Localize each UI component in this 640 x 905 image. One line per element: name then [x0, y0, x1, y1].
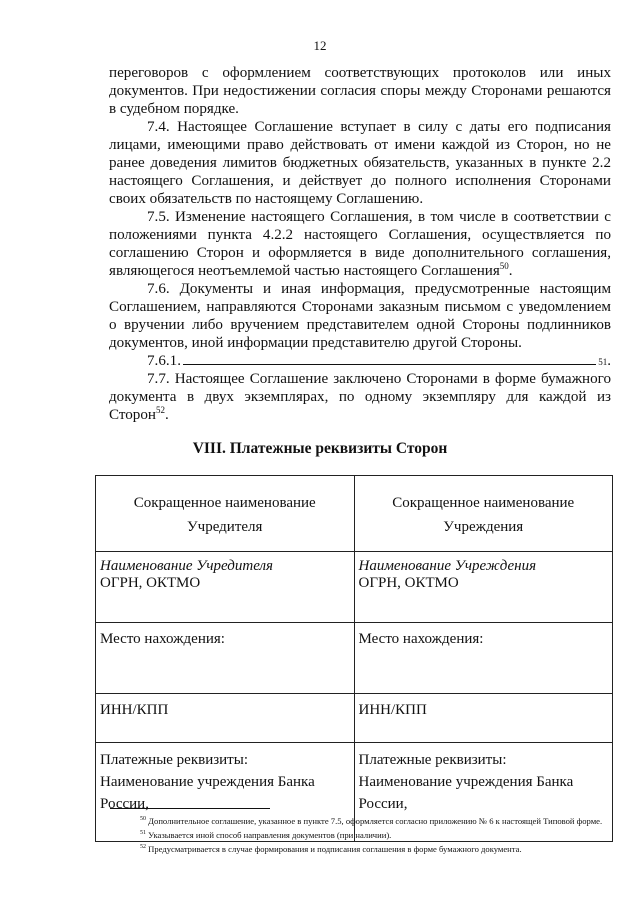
institution-name-cell: [354, 552, 613, 623]
footnote-text: Дополнительное соглашение, указанное в пункте 7.5, оформляется согласно приложению № 6 к настоящей Типовой форме.: [148, 816, 603, 826]
blank-fill-line: [183, 352, 596, 365]
paragraph-7-4: 7.4. Настоящее Соглашение вступает в силу с даты его подписания лицами, имеющими право действовать от имени каждой из Сторон, но не ранее доведения лимитов бюджетных обязательств, указанных в пункте 2.2 настоящего Соглашения, и действует до полного исполнения Сторонами своих обязательств по настоящему Соглашению.: [109, 119, 611, 207]
paragraph-7-5-text: 7.5. Изменение настоящего Соглашения, в том числе в соответствии с положениями пункта 4.2.2 настоящего Соглашения, осуществляется по соглашению Сторон и оформляется в виде дополнительного соглашения, являющегося неотъемлемой частью настоящего Соглашения: [109, 209, 611, 279]
table-row: [96, 476, 613, 552]
header-right-line2: Учреждения: [443, 518, 524, 535]
institution-ogrn: ОГРН, ОКТМО: [358, 575, 459, 591]
institution-payment-label: Платежные реквизиты:: [358, 752, 507, 768]
founder-name: Наименование Учредителя: [100, 558, 274, 574]
section-title: VIII. Платежные реквизиты Сторон: [192, 440, 448, 457]
table-row: [96, 552, 613, 623]
founder-payment-label: Платежные реквизиты:: [100, 752, 248, 768]
payment-details-table: [95, 475, 613, 842]
founder-bank-name-cont: России,: [100, 796, 149, 812]
footnote-ref-52: 52: [155, 404, 165, 415]
paragraph-7-5: [109, 208, 611, 280]
footnote-ref-50: 50: [499, 260, 509, 271]
header-right-line1: Сокращенное наименование: [392, 494, 575, 511]
paragraph-7-5-end: .: [508, 263, 513, 279]
header-left-line2: Учредителя: [187, 518, 263, 535]
header-cell-founder: [96, 476, 355, 552]
footnote-52: [110, 843, 615, 855]
footnote-text: Предусматривается в случае формирования и подписания соглашения в форме бумажного документа.: [148, 844, 522, 854]
institution-bank-name-cont: России,: [358, 796, 408, 812]
footnote-50: [110, 815, 615, 827]
footnote-number: 52: [140, 844, 146, 851]
header-cell-institution: [354, 476, 613, 552]
paragraph-7-6-1-label: 7.6.1.: [147, 353, 181, 369]
paragraph-7-6: 7.6. Документы и иная информация, предусмотренные настоящим Соглашением, направляются Сторонами заказным письмом с уведомлением о вручении либо вручением представителем одной Стороны подлинников документов, иной информации представителю другой Стороны.: [109, 281, 611, 351]
institution-bank-name: Наименование учреждения Банка: [358, 774, 574, 790]
founder-address: Место нахождения:: [100, 631, 225, 647]
paragraph-7-7-text: 7.7. Настоящее Соглашение заключено Сторонами в форме бумажного документа в двух экземплярах, по одному экземпляру для каждой из Сторон: [109, 371, 611, 423]
footnote-number: 50: [140, 816, 146, 823]
institution-name: Наименование Учреждения: [358, 558, 537, 574]
institution-address: Место нахождения:: [358, 631, 484, 647]
body-text: [109, 64, 611, 424]
paragraph-continuation: переговоров с оформлением соответствующих протоколов или иных документов. При недостижении согласия споры между Сторонами решаются в судебном порядке.: [109, 65, 611, 117]
institution-inn: ИНН/КПП: [358, 702, 427, 718]
footnote-number: 51: [140, 830, 146, 837]
institution-inn-cell: [354, 694, 613, 743]
footnote-separator: [110, 808, 270, 809]
page-number: 12: [313, 38, 327, 53]
founder-inn: ИНН/КПП: [100, 702, 169, 718]
institution-address-cell: [354, 623, 613, 694]
footnote-51: [110, 829, 615, 841]
footnotes: [110, 808, 615, 857]
table-row: [96, 623, 613, 694]
paragraph-7-6-1: 7.6.1. 51 .: [147, 353, 611, 369]
founder-address-cell: [96, 623, 355, 694]
founder-name-cell: [96, 552, 355, 623]
founder-bank-name: Наименование учреждения Банка: [100, 774, 315, 790]
header-left-line1: Сокращенное наименование: [133, 494, 316, 511]
paragraph-7-6-1-end: .: [607, 353, 611, 369]
founder-inn-cell: [96, 694, 355, 743]
footnote-text: Указывается иной способ направления документов (при наличии).: [148, 830, 392, 840]
paragraph-7-7-end: .: [164, 407, 169, 423]
table-row: [96, 694, 613, 743]
founder-ogrn: ОГРН, ОКТМО: [100, 575, 201, 591]
paragraph-7-7: [109, 370, 611, 424]
